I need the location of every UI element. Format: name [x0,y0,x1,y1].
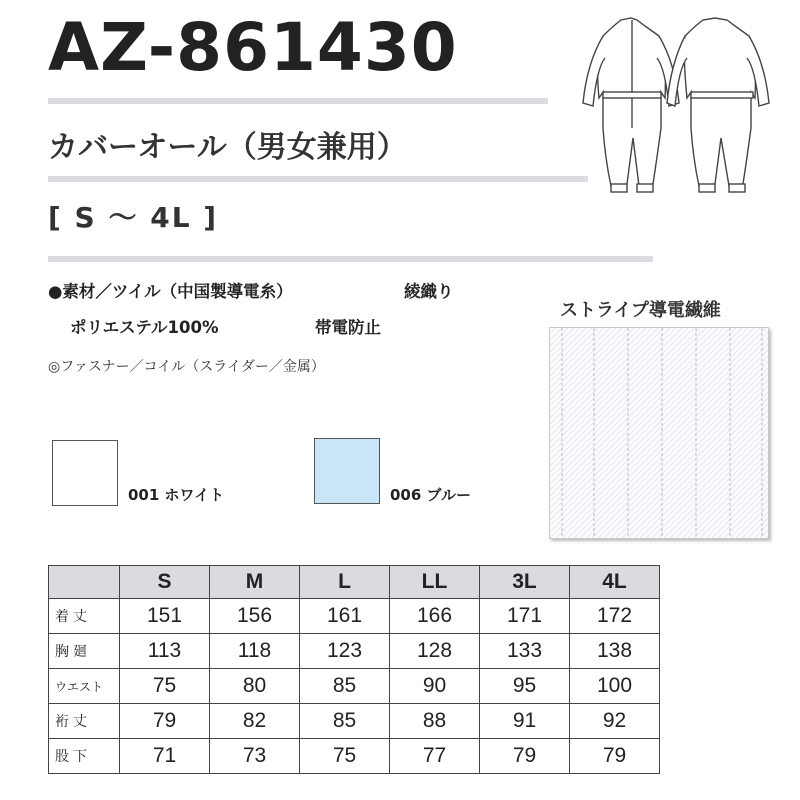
table-cell: 77 [390,739,480,774]
table-cell: 82 [210,704,300,739]
color-name: ホワイト [164,486,225,504]
divider-1 [48,98,548,104]
table-cell: 113 [120,634,210,669]
table-cell: 90 [390,669,480,704]
fastener-info: ◎ファスナー／コイル（スライダー／金属） [48,359,325,375]
column-header: 3L [480,566,570,599]
column-header: S [120,566,210,599]
table-cell: 75 [300,739,390,774]
column-header: LL [390,566,480,599]
table-cell: 172 [570,599,660,634]
table-cell: 85 [300,669,390,704]
column-header: L [300,566,390,599]
table-row [49,634,660,669]
color-swatch-white [52,440,118,506]
table-row [49,704,660,739]
stripe-pattern [550,328,768,538]
fabric-label: ストライプ導電繊維 [560,300,721,321]
row-label: ウエスト [49,669,120,704]
color-label-white [128,484,224,505]
table-row [49,599,660,634]
color-code: 006 [390,486,422,504]
color-label-blue [390,484,471,505]
table-cell: 166 [390,599,480,634]
table-cell: 91 [480,704,570,739]
table-cell: 138 [570,634,660,669]
size-range: [ S ～ 4L ] [48,201,219,234]
material-weave: 綾織り [404,282,454,301]
material-antistatic: 帯電防止 [315,318,381,337]
table-cell: 123 [300,634,390,669]
divider-2 [48,176,588,182]
coverall-illustration [575,8,775,218]
table-cell: 79 [480,739,570,774]
table-cell: 79 [120,704,210,739]
table-row [49,739,660,774]
material-line-2: ポリエステル100% [70,318,219,337]
column-header: M [210,566,300,599]
product-name: カバーオール（男女兼用） [48,130,407,165]
table-cell: 85 [300,704,390,739]
coverall-back [684,18,755,186]
material-line-1: ●素材／ツイル（中国製導電糸） [48,282,293,301]
table-cell: 118 [210,634,300,669]
table-cell: 161 [300,599,390,634]
color-swatch-blue [314,438,380,504]
table-cell: 100 [570,669,660,704]
table-cell: 71 [120,739,210,774]
product-model-number: AZ-861430 [48,9,458,86]
divider-3 [48,256,653,262]
table-cell: 88 [390,704,480,739]
row-label: 胸廻 [49,634,120,669]
table-cell: 95 [480,669,570,704]
table-cell: 151 [120,599,210,634]
table-cell: 80 [210,669,300,704]
column-header: 4L [570,566,660,599]
table-cell: 171 [480,599,570,634]
color-code: 001 [128,486,160,504]
table-cell: 156 [210,599,300,634]
table-header-row [49,566,660,599]
row-label: 着丈 [49,599,120,634]
table-cell: 75 [120,669,210,704]
row-label: 裄丈 [49,704,120,739]
table-row [49,669,660,704]
table-corner [49,566,120,599]
table-cell: 92 [570,704,660,739]
fabric-sample [549,327,769,539]
table-cell: 133 [480,634,570,669]
table-cell: 128 [390,634,480,669]
table-cell: 79 [570,739,660,774]
size-table [48,565,660,774]
table-cell: 73 [210,739,300,774]
row-label: 股下 [49,739,120,774]
color-name: ブルー [426,486,471,504]
